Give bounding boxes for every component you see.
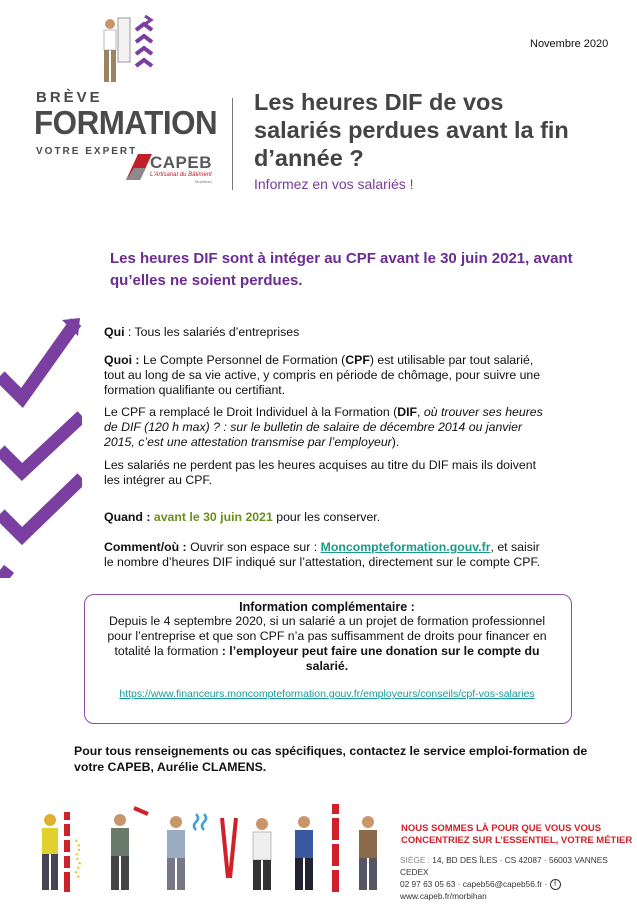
quoi-text-1: Le Compte Personnel de Formation ( (139, 353, 346, 367)
facebook-icon[interactable]: f (550, 879, 561, 890)
footer-phone-email: 02 97 63 05 63 · capeb56@capeb56.fr · (400, 879, 548, 889)
siege-label: SIÈGE : (400, 855, 433, 865)
comment-label: Comment/où : (104, 540, 187, 554)
dif-paragraph (104, 405, 544, 450)
footer-contact-info (400, 854, 637, 902)
capeb-region: Morbihan (195, 179, 212, 184)
capeb-logo-text: CAPEB (150, 153, 213, 172)
footer-website[interactable]: www.capeb.fr/morbihan (400, 891, 487, 902)
dif-italic: où trouver ses heures de DIF (120 h max) ? : sur le bulletin de salaire de décembre 2014 ou janvier 2015, c’est une attestation transmise par l’employeur (104, 405, 543, 449)
qui-label: Qui (104, 325, 125, 339)
contact-text: Pour tous renseignements ou cas spécifiques, contactez le service emploi-formation de votre CAPEB, Aurélie CLAMENS. (74, 744, 588, 774)
quand-label: Quand : (104, 510, 151, 524)
footer-tagline-1: NOUS SOMMES LÀ POUR QUE VOUS VOUS (401, 823, 602, 834)
quoi-text-2: ) est utilisable par tout salarié, tout au long de sa vie active, y compris en période de chômage, pour suivre une formation qualifiante ou certifiant. (104, 353, 541, 397)
document-date: Novembre 2020 (530, 38, 609, 50)
dif-text-1: Le CPF a remplacé le Droit Individuel à la Formation ( (104, 405, 398, 419)
quand-text: pour les conserver. (272, 510, 381, 524)
siege-address: 14, BD DES ÎLES · CS 42087 · 56003 VANNES CEDEX (400, 855, 608, 877)
financeurs-link[interactable]: https://www.financeurs.moncompteformation.gouv.fr/employeurs/conseils/cpf-vos-salaries (119, 688, 535, 700)
dif-term: DIF (397, 405, 418, 419)
dif-text-2: , (417, 405, 424, 419)
quand-date: avant le 30 juin 2021 (153, 510, 273, 524)
quoi-paragraph (104, 353, 544, 398)
qui-text: : Tous les salariés d’entreprises (124, 325, 300, 339)
comment-paragraph (104, 540, 544, 570)
footer-tagline (401, 823, 632, 847)
info-bold: : l’employeur peut faire une donation sur le compte du salarié. (221, 644, 540, 673)
header-illustration (90, 12, 170, 92)
moncompteformation-link[interactable]: Moncompteformation.gouv.fr (320, 540, 491, 554)
header-divider (232, 98, 233, 190)
quoi-label: Quoi : (104, 353, 140, 367)
logo-formation: FORMATION (34, 104, 218, 141)
quand-paragraph (104, 510, 544, 525)
logo-breve: BRÈVE (36, 89, 103, 106)
keep-text: Les salariés ne perdent pas les heures acquises au titre du DIF mais ils doivent les intégrer au CPF. (104, 458, 536, 487)
cpf-term: CPF (345, 353, 370, 367)
logo-expert: VOTRE EXPERT (36, 146, 138, 157)
comment-text-2: , et saisir le nombre d’heures DIF indiqué sur l’attestation, directement sur le compte CPF. (104, 540, 541, 569)
capeb-tagline: L'Artisanat du Bâtiment (150, 172, 212, 178)
footer-tagline-2: CONCENTRIEZ SUR L’ESSENTIEL, VOTRE MÉTIER (401, 835, 633, 846)
info-title: Information complémentaire : (239, 600, 415, 614)
comment-text-1: Ouvrir son espace sur : (186, 540, 321, 554)
info-text-1: Depuis le 4 septembre 2020, si un salarié a un projet de formation professionnel pour l’entreprise et que son CPF n’a pas suffisamment de droits pour financer en totalité la formation (107, 614, 547, 658)
lead-text: Les heures DIF sont à intéger au CPF avant le 30 juin 2021, avant qu’elles ne soient perdues. (110, 250, 573, 289)
page-subtitle: Informez en vos salariés ! (254, 176, 414, 192)
info-text (104, 614, 550, 674)
page-title: Les heures DIF de vos salariés perdues avant la fin d’année ? (254, 89, 569, 171)
decorative-chevrons (0, 318, 82, 578)
workers-illustration (36, 800, 394, 900)
keep-paragraph (104, 458, 544, 488)
qui-paragraph (104, 325, 544, 340)
dif-text-3: ). (391, 435, 400, 449)
